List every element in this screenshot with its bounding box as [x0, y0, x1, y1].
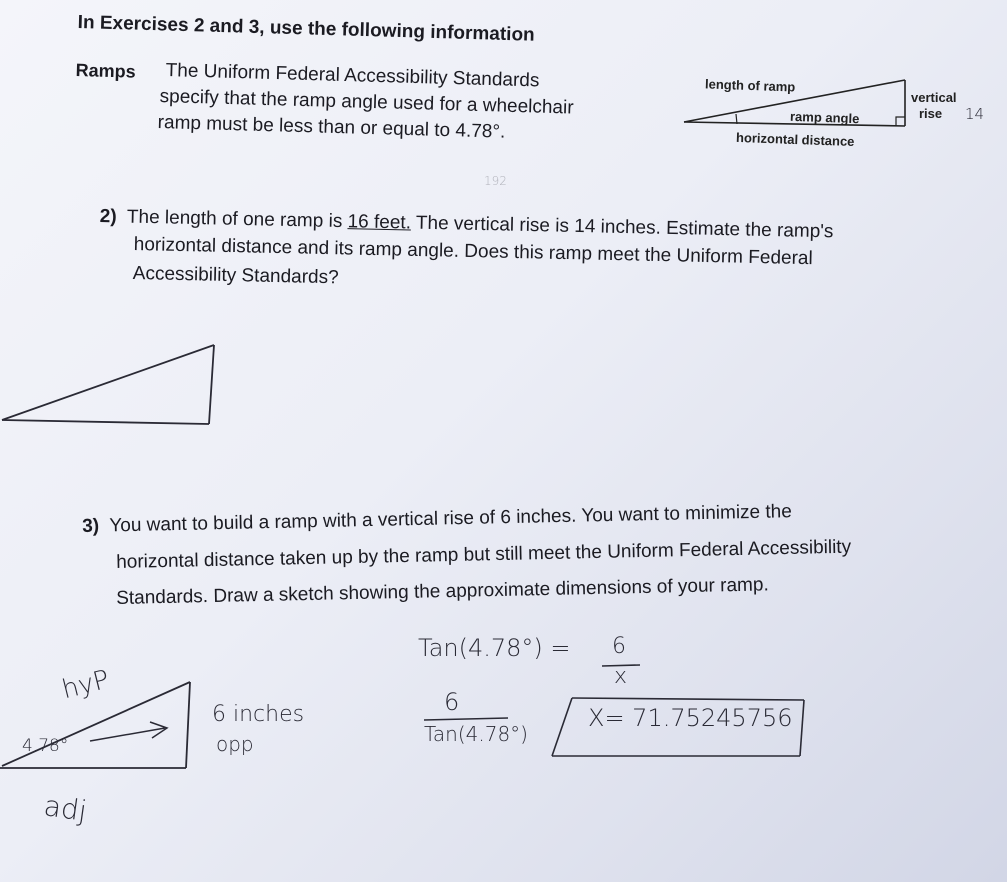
- question-2-length: 16 feet.: [347, 211, 412, 234]
- diagram-vertical-label: vertical: [911, 90, 957, 105]
- diagram-rise-label: rise: [919, 106, 943, 121]
- exercise-header: In Exercises 2 and 3, use the following information: [77, 12, 535, 46]
- diagram-rise-value: 14: [965, 105, 985, 123]
- ramps-text-line-2: specify that the ramp angle used for a wheelchair: [159, 86, 574, 119]
- question-2-number: 2): [99, 206, 117, 228]
- opp-label: opp: [216, 732, 254, 756]
- question-3-number: 3): [82, 515, 100, 537]
- question-2-line-2: horizontal distance and its ramp angle. Does this ramp meet the Uniform Federal: [133, 234, 813, 270]
- fraction-numerator: 6: [444, 688, 460, 716]
- question-3-text-1: You want to build a ramp with a vertical rise of 6 inches. You want to minimize the: [109, 501, 793, 537]
- arrow-shaft: [90, 728, 165, 741]
- tan-equation-denominator: x: [614, 664, 628, 689]
- ramps-text-line-3: ramp must be less than or equal to 4.78°.: [157, 112, 506, 143]
- answer-fraction-bar: [424, 718, 508, 720]
- tan-equation-numerator: 6: [612, 634, 626, 659]
- ramps-label: Ramps: [75, 60, 137, 82]
- inches-label: 6 inches: [212, 702, 305, 727]
- tan-equation-left: Tan(4.78°) =: [418, 634, 571, 662]
- fraction-denominator: Tan(4.78°): [424, 722, 528, 746]
- answer-value: X= 71.75245756: [588, 704, 793, 732]
- adj-label: adj: [41, 789, 89, 828]
- question-2-text-a: The length of one ramp is: [126, 206, 343, 233]
- problem-2-triangle-sketch: [2, 345, 214, 424]
- right-angle-marker: [896, 117, 905, 126]
- question-2-text-c: The vertical rise is 14 inches. Estimate the ramp's: [415, 212, 834, 243]
- question-3-line-3: Standards. Draw a sketch showing the approximate dimensions of your ramp.: [116, 574, 769, 609]
- question-2-line-3: Accessibility Standards?: [132, 263, 339, 289]
- ramps-text-line-1: The Uniform Federal Accessibility Standards: [165, 60, 540, 92]
- question-3-line-2: horizontal distance taken up by the ramp but still meet the Uniform Federal Accessibility: [116, 536, 852, 573]
- diagram-horizontal-label: horizontal distance: [735, 129, 855, 150]
- angle-label: 4.78°: [22, 736, 69, 756]
- margin-note: 192: [484, 174, 507, 188]
- diagram-angle-label: ramp angle: [789, 108, 860, 127]
- diagram-length-label: length of ramp: [704, 76, 796, 95]
- hyp-label: hyP: [59, 664, 113, 706]
